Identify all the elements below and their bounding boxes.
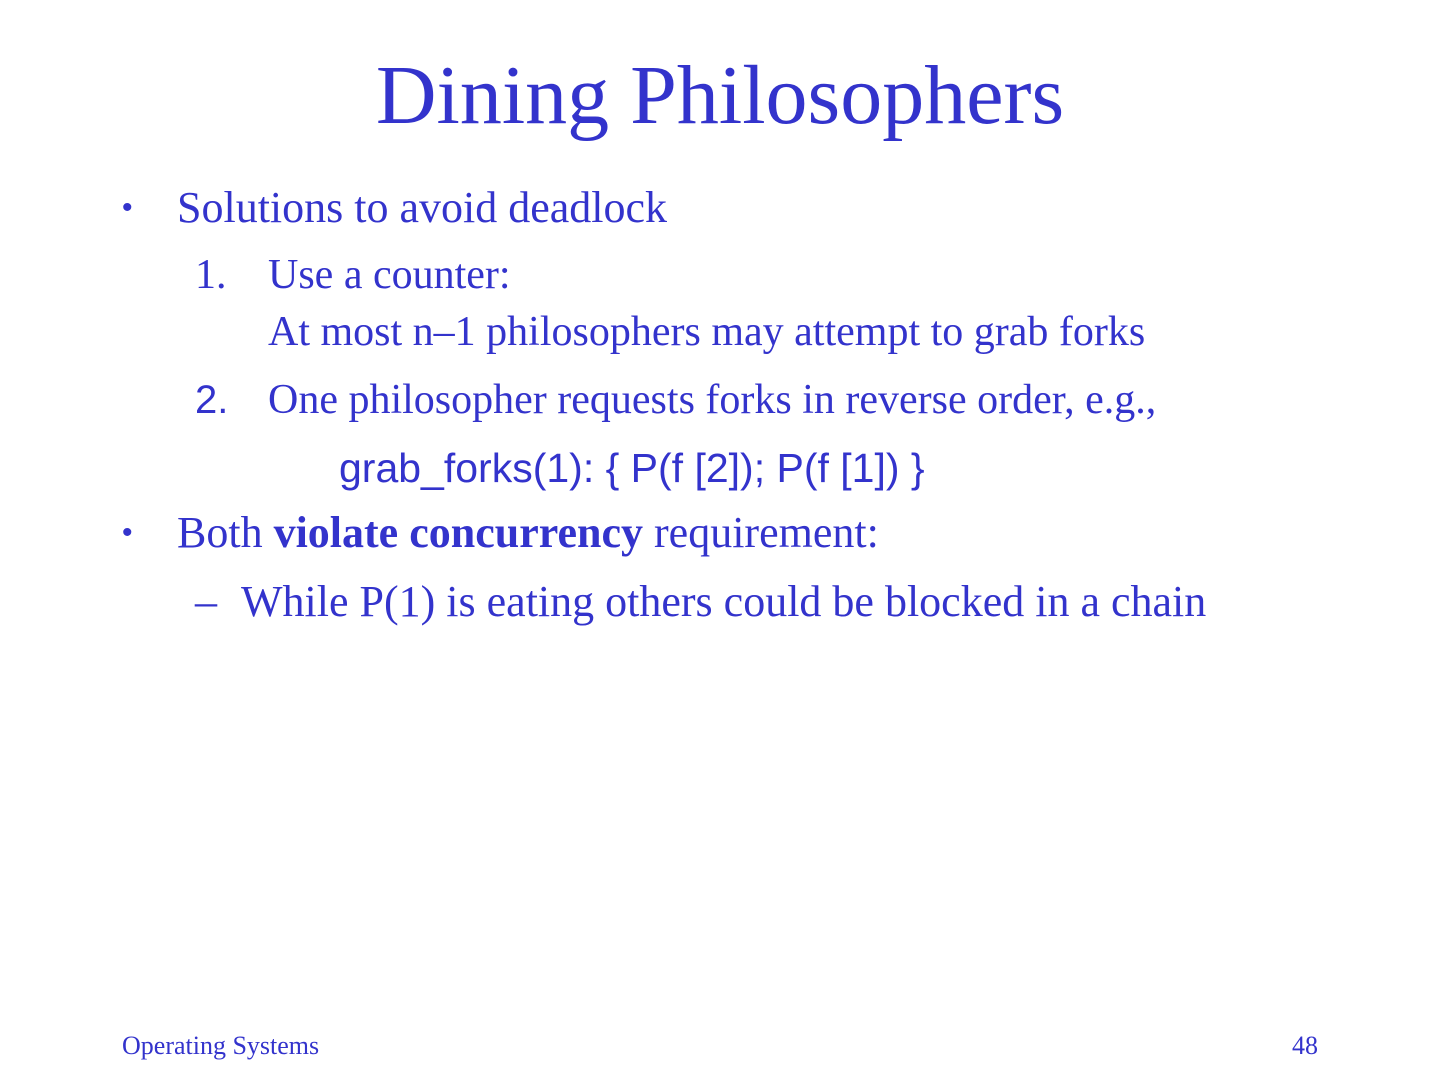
bullet-both-text bbox=[177, 507, 879, 559]
dash-marker: – bbox=[195, 577, 217, 626]
bullet-both-suffix: requirement: bbox=[643, 508, 879, 557]
item-1-line-2: At most n–1 philosophers may attempt to grab forks bbox=[268, 309, 1146, 355]
bullet-both-bold: violate concurrency bbox=[273, 508, 644, 557]
bullet-solutions-text: Solutions to avoid deadlock bbox=[177, 183, 668, 232]
list-number-1: 1. bbox=[195, 252, 227, 298]
item-1-line-1: Use a counter: bbox=[268, 252, 511, 298]
slide-title: Dining Philosophers bbox=[375, 49, 1065, 142]
bullet-both-prefix: Both bbox=[177, 508, 274, 557]
bullet-marker: • bbox=[122, 191, 133, 224]
bullet-marker: • bbox=[122, 516, 133, 549]
sub-bullet-text: While P(1) is eating others could be blocked in a chain bbox=[241, 577, 1207, 626]
code-snippet: grab_forks(1): { P(f [2]); P(f [1]) } bbox=[339, 445, 925, 491]
page-number: 48 bbox=[1292, 1031, 1318, 1060]
list-number-2: 2. bbox=[195, 378, 229, 422]
footer-course-name: Operating Systems bbox=[122, 1031, 320, 1060]
item-2-line-1: One philosopher requests forks in reverse order, e.g., bbox=[268, 377, 1157, 423]
